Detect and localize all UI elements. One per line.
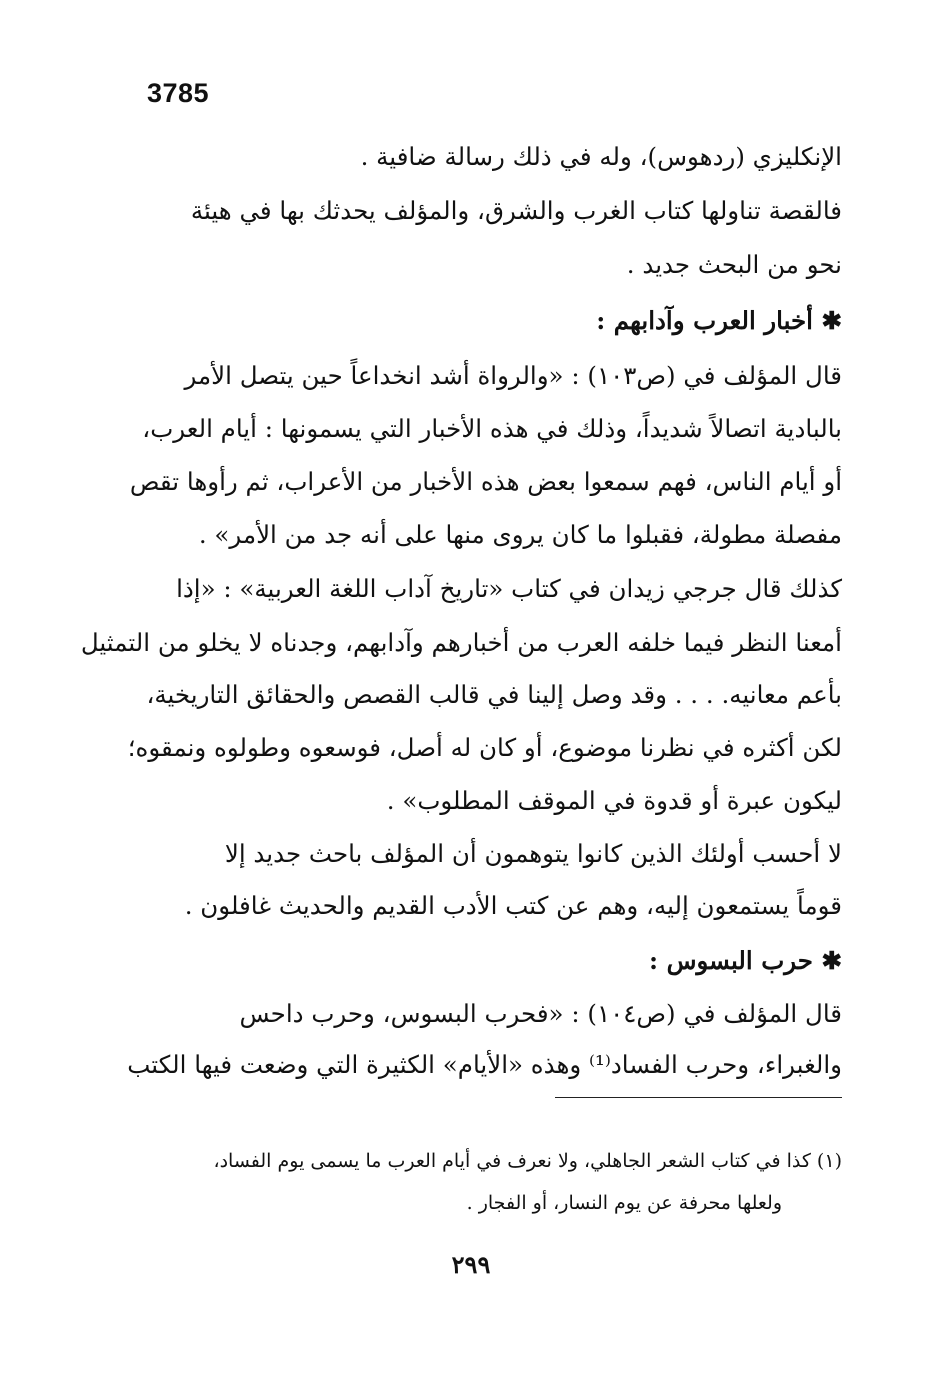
text-line: الإنكليزي (ردهوس)، وله في ذلك رسالة ضافية . <box>360 142 842 171</box>
text-line: بالبادية اتصالاً شديداً، وذلك في هذه الأخبار التي يسمونها : أيام العرب، <box>142 414 842 443</box>
section-heading: ✱ حرب البسوس : <box>649 946 842 975</box>
footnote-line: (١) كذا في كتاب الشعر الجاهلي، ولا نعرف في أيام العرب ما يسمى يوم الفساد، <box>213 1150 842 1172</box>
text-line: ليكون عبرة أو قدوة في الموقف المطلوب» . <box>386 786 842 815</box>
footnote-line: ولعلها محرفة عن يوم النسار، أو الفجار . <box>466 1192 782 1214</box>
text-line: نحو من البحث جديد . <box>626 250 842 279</box>
footnote-divider <box>555 1097 842 1098</box>
text-line: لا أحسب أولئك الذين كانوا يتوهمون أن المؤلف باحث جديد إلا <box>224 839 842 868</box>
text-line: كذلك قال جرجي زيدان في كتاب «تاريخ آداب اللغة العربية» : «إذا <box>176 574 842 603</box>
text-line: قال المؤلف في (ص١٠٤) : «فحرب البسوس، وحرب داحس <box>239 999 842 1028</box>
text-line: بأعم معانيه. . . . وقد وصل إلينا في قالب القصص والحقائق التاريخية، <box>146 680 842 709</box>
text-line: أمعنا النظر فيما خلفه العرب من أخبارهم وآدابهم، وجدناه لا يخلو من التمثيل <box>80 628 842 657</box>
text-line: مفصلة مطولة، فقبلوا ما كان يروى منها على أنه جد من الأمر» . <box>198 520 842 549</box>
text-line: فالقصة تناولها كتاب الغرب والشرق، والمؤلف يحدثك بها في هيئة <box>190 196 842 225</box>
text-line: والغبراء، وحرب الفساد⁽¹⁾ وهذه «الأيام» الكثيرة التي وضعت فيها الكتب <box>127 1050 842 1079</box>
page-number: ٢٩٩ <box>451 1250 491 1279</box>
text-line: قوماً يستمعون إليه، وهم عن كتب الأدب القديم والحديث غافلون . <box>184 891 842 920</box>
text-line: أو أيام الناس، فهم سمعوا بعض هذه الأخبار من الأعراب، ثم رأوها تقص <box>129 467 842 496</box>
page-identifier: 3785 <box>147 78 210 108</box>
text-line: قال المؤلف في (ص١٠٣) : «والرواة أشد انخداعاً حين يتصل الأمر <box>184 361 842 390</box>
text-line: لكن أكثره في نظرنا موضوع، أو كان له أصل، فوسعوه وطولوه ونمقوه؛ <box>127 733 842 762</box>
section-heading: ✱ أخبار العرب وآدابهم : <box>596 306 842 335</box>
